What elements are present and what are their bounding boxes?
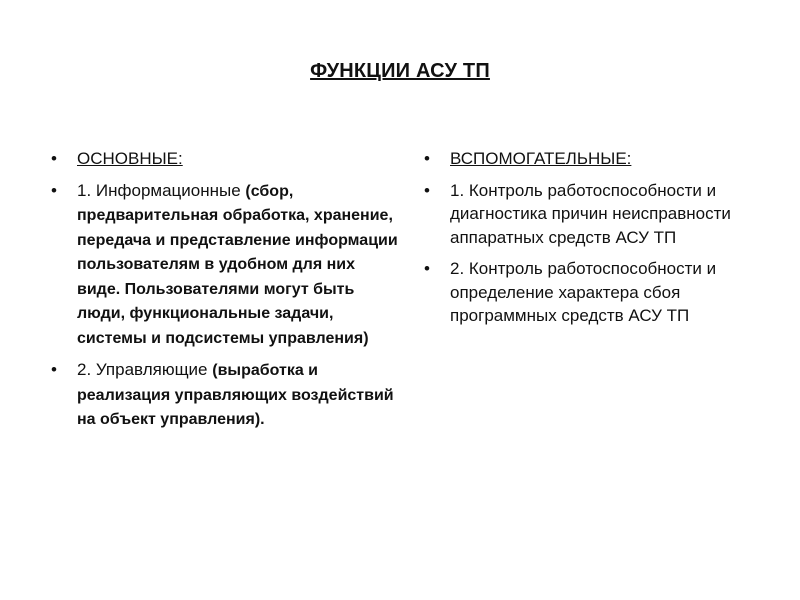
main-functions-heading: ОСНОВНЫЕ: — [77, 149, 183, 168]
item-prefix: 2. Управляющие — [77, 360, 213, 379]
list-item-controlling — [47, 358, 402, 432]
item-detail: (выработка и реализация управляющих воздействий на объект управления). — [77, 362, 394, 428]
list-item-informational — [47, 179, 402, 351]
item-text: 2. Контроль работоспособности и определение характера сбоя программных средств АСУ ТП — [450, 259, 717, 325]
list-heading-main — [47, 147, 402, 171]
item-detail: (сбор, предварительная обработка, хранение, передача и представление информации пользователям в удобном для них виде. Пользователями могут быть люди, функциональные задачи, системы и подсистемы управления) — [77, 182, 398, 347]
item-prefix: 1. Информационные — [77, 180, 246, 200]
list-item-hardware-control — [420, 179, 765, 250]
auxiliary-functions-heading: ВСПОМОГАТЕЛЬНЫЕ: — [450, 149, 632, 168]
auxiliary-functions-list — [420, 147, 765, 336]
main-functions-list — [47, 147, 402, 440]
list-item-software-control — [420, 257, 765, 328]
list-heading-auxiliary — [420, 147, 765, 171]
slide-title: ФУНКЦИИ АСУ ТП — [310, 60, 490, 82]
item-text: 1. Контроль работоспособности и диагностика причин неисправности аппаратных средств АСУ ТП — [450, 180, 731, 247]
